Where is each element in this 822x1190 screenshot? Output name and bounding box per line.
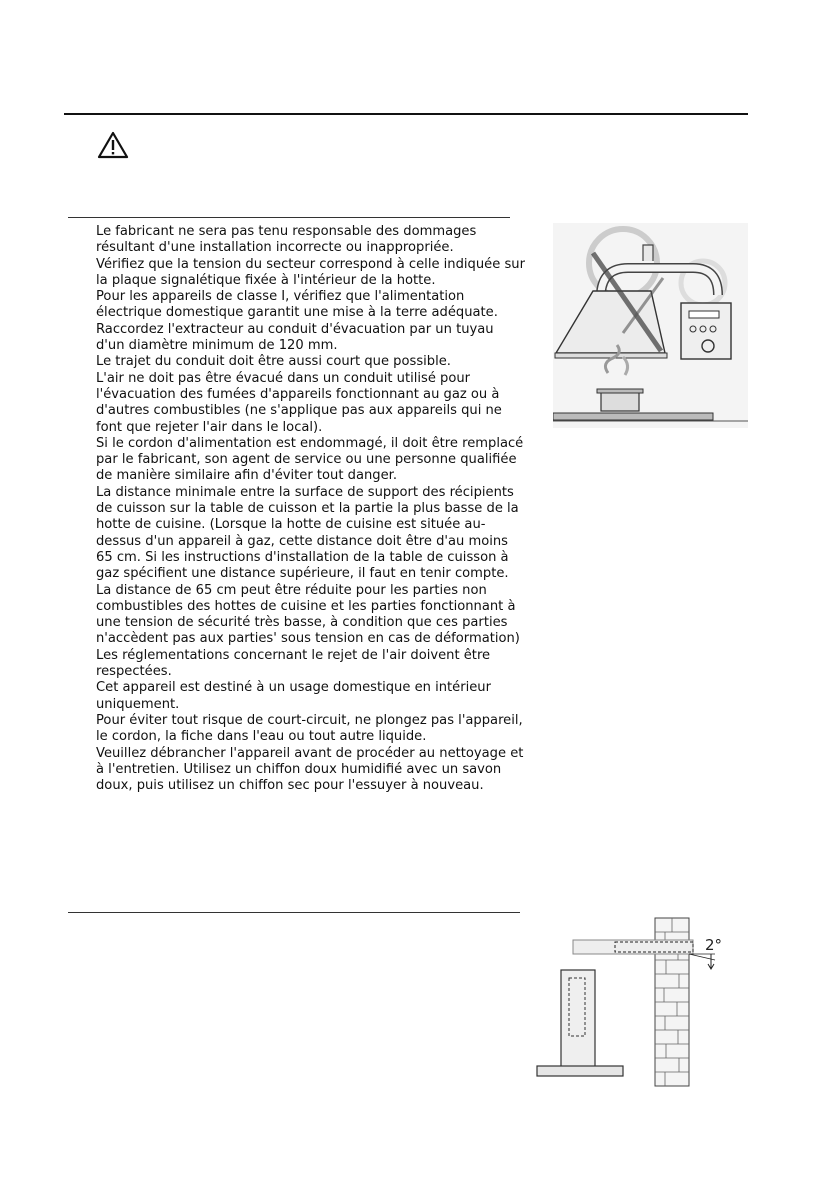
duct-slope-label: 2°	[705, 936, 723, 954]
paragraph-earthing: Pour les appareils de classe I, vérifiez que l'alimentation électrique domestique garantit une mise à la terre adéquate.	[96, 289, 498, 321]
paragraph-duct-diameter: Raccordez l'extracteur au conduit d'évacuation par un tuyau d'un diamètre minimum de 120 mm.	[96, 321, 494, 354]
section-divider-bottom	[68, 912, 520, 913]
safety-instructions	[96, 224, 526, 794]
paragraph-air-exhaust: L'air ne doit pas être évacué dans un conduit utilisé pour l'évacuation des fumées d'appareils fonctionnant au gaz ou à d'autres combustibles (ne s'applique pas aux appareils qui ne font que rejeter l'air dans le local).	[96, 370, 502, 435]
paragraph-short-circuit: Pour éviter tout risque de court-circuit, ne plongez pas l'appareil, le cordon, la fiche dans l'eau ou tout autre liquide.	[96, 712, 523, 745]
paragraph-duct-length: Le trajet du conduit doit être aussi court que possible.	[96, 354, 451, 370]
duct-slope-illustration	[533, 914, 748, 1090]
paragraph-cleaning: Veuillez débrancher l'appareil avant de procéder au nettoyage et à l'entretien. Utilisez un chiffon doux humidifié avec un savon doux, puis utilisez un chiffon sec pour l'essuyer à nouveau.	[96, 745, 524, 794]
paragraph-liability: Le fabricant ne sera pas tenu responsable des dommages résultant d'une installation incorrecte ou inappropriée.	[96, 224, 477, 256]
paragraph-regulations: Les réglementations concernant le rejet de l'air doivent être respectées.	[96, 647, 491, 680]
paragraph-power-cord: Si le cordon d'alimentation est endommagé, il doit être remplacé par le fabricant, son agent de service ou une personne qualifiée de manière similaire afin d'éviter tout danger.	[96, 435, 524, 484]
section-divider	[68, 217, 510, 218]
top-divider	[64, 113, 748, 115]
paragraph-voltage: Vérifiez que la tension du secteur correspond à celle indiquée sur la plaque signalétique fixée à l'intérieur de la hotte.	[96, 256, 525, 288]
hood-boiler-warning-illustration	[553, 223, 748, 428]
paragraph-minimum-distance: La distance minimale entre la surface de support des récipients de cuisson sur la table de cuisson et la partie la plus basse de la hotte de cuisine. (Lorsque la hotte de cuisine est située au-dessus d'un appareil à gaz, cette distance doit être d'au moins 65 cm. Si les instructions d'installation de la table de cuisson à gaz spécifient une distance supérieure, il faut en tenir compte. La distance de 65 cm peut être réduite pour les parties non combustibles des hottes de cuisine et les parties fonctionnant à une tension de sécurité très basse, à condition que ces parties n'accèdent pas aux parties' sous tension en cas de déformation)	[96, 484, 520, 647]
warning-triangle-icon	[96, 130, 130, 160]
paragraph-domestic-use: Cet appareil est destiné à un usage domestique en intérieur uniquement.	[96, 680, 491, 712]
